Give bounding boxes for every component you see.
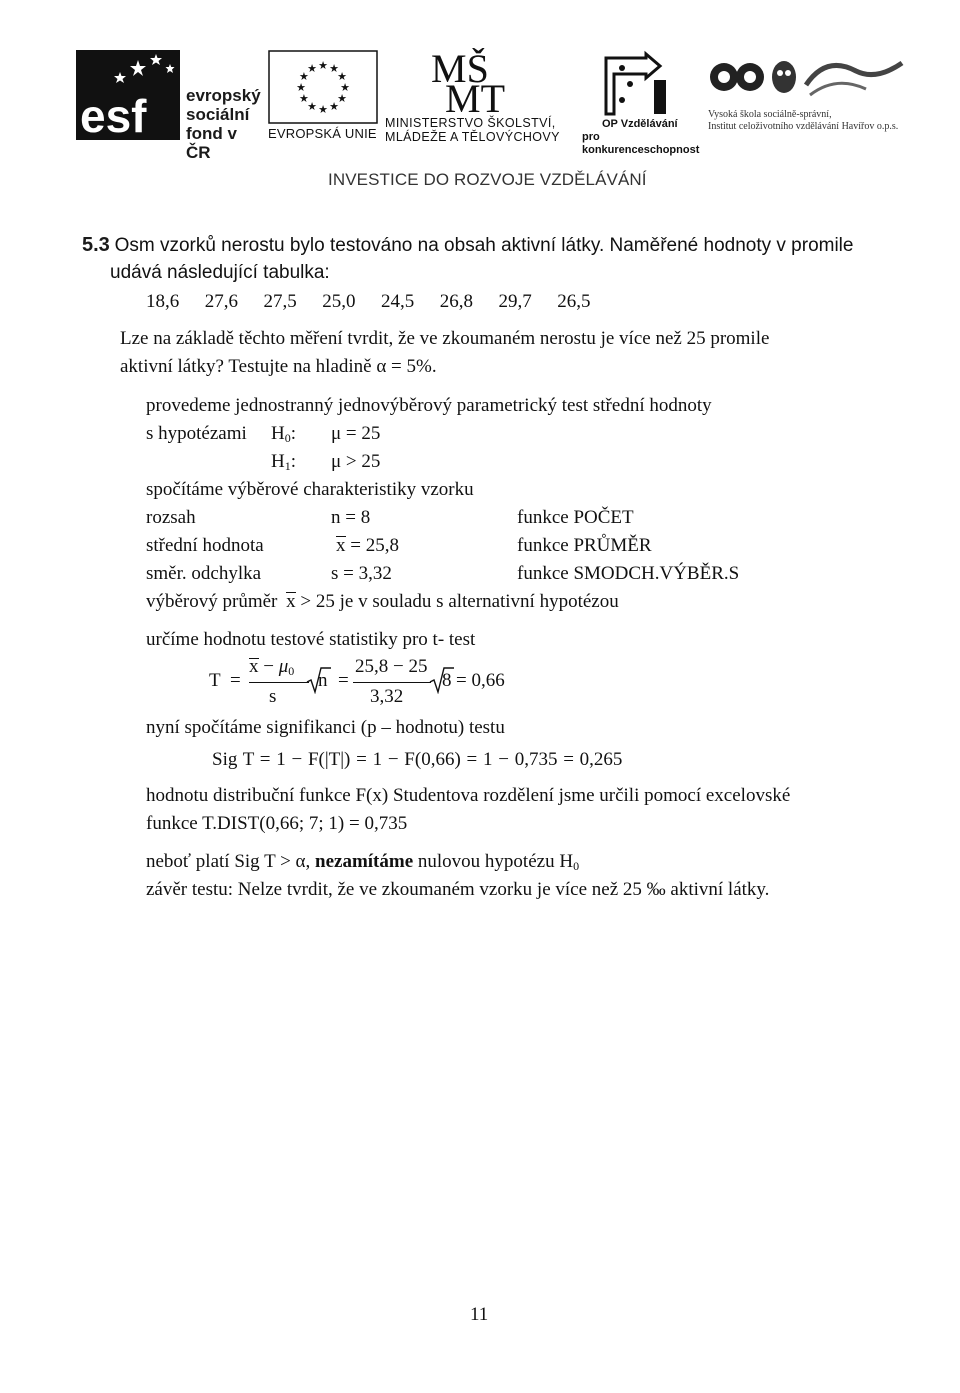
sig-intro: nyní spočítáme signifikanci (p – hodnotu) testu xyxy=(146,717,505,738)
msmt-line1: MINISTERSTVO ŠKOLSTVÍ, xyxy=(385,116,556,130)
value: 24,5 xyxy=(381,291,415,312)
reject-decision: nezamítáme xyxy=(315,851,414,872)
row-value: x = 25,8 xyxy=(336,535,399,556)
row-func: funkce PRŮMĚR xyxy=(517,535,652,556)
h0-label: $H_0$: xyxy=(271,423,297,445)
h1-expr: μ > 25 xyxy=(331,451,381,472)
dist-line2: funkce T.DIST(0,66; 7; 1) = 0,735 xyxy=(146,813,408,834)
row-name: střední hodnota xyxy=(146,535,264,556)
sqrt2-arg: 8 xyxy=(442,670,452,691)
eu-star-icon: ★ xyxy=(329,61,339,75)
problem-number: 5.3 xyxy=(82,234,110,256)
xbar-symbol: x xyxy=(336,535,346,556)
question-line2: aktivní látky? Testujte na hladině α = 5%. xyxy=(120,356,437,377)
eu-star-icon: ★ xyxy=(299,92,309,105)
eu-star-icon: ★ xyxy=(337,92,347,105)
question-line1: Lze na základě těchto měření tvrdit, že ve zkoumaném nerostu je více než 25 promile xyxy=(120,328,770,349)
t-result: = 0,66 xyxy=(456,670,505,691)
h0-expr: μ = 25 xyxy=(331,423,381,444)
problem-line2: udává následující tabulka: xyxy=(110,262,330,283)
sqrt1-arg: n xyxy=(318,670,328,691)
frac1-bar xyxy=(249,682,309,683)
esf-mark-icon xyxy=(76,50,180,140)
value: 29,7 xyxy=(498,291,532,312)
h1-label: $H_1$: xyxy=(271,451,297,473)
eu-star-icon: ★ xyxy=(296,81,306,94)
value: 27,5 xyxy=(263,291,297,312)
page-number: 11 xyxy=(470,1304,489,1325)
vsss-line2: Institut celoživotního vzdělávání Havířov o.p.s. xyxy=(708,121,899,132)
msmt-logo xyxy=(385,48,575,144)
t-eq: = xyxy=(230,670,241,691)
eu-star-icon: ★ xyxy=(340,81,350,94)
value: 25,0 xyxy=(322,291,356,312)
eu-star-icon: ★ xyxy=(337,70,347,83)
value: 26,8 xyxy=(439,291,473,312)
t-eq2: = xyxy=(338,670,349,691)
sig-formula: Sig T = 1 − F(|T|) = 1 − F(0,66) = 1 − 0,735 = 0,265 xyxy=(212,749,623,770)
t-lhs: T xyxy=(209,670,221,691)
frac2-denominator: 3,32 xyxy=(370,686,404,707)
vsss-logo xyxy=(706,55,936,145)
op-line1: OP Vzdělávání xyxy=(602,118,678,130)
mean-note: výběrový průměr x > 25 je v souladu s alternativní hypotézou xyxy=(146,591,619,612)
problem-text1: Osm vzorků nerostu bylo testováno na obsah aktivní látky. Naměřené hodnoty v promile xyxy=(114,235,854,256)
values-row xyxy=(146,290,597,314)
solution-intro: provedeme jednostranný jednovýběrový parametrický test střední hodnoty xyxy=(146,395,712,416)
row-name: rozsah xyxy=(146,507,196,528)
op-logo xyxy=(582,48,702,156)
svg-text:MŠ: MŠ xyxy=(431,48,489,91)
logo-bar xyxy=(0,0,960,200)
msmt-mark-icon xyxy=(427,48,527,114)
vsss-line1: Vysoká škola sociálně-správní, xyxy=(708,109,832,120)
row-func: funkce SMODCH.VÝBĚR.S xyxy=(517,563,740,584)
eu-star-icon: ★ xyxy=(307,61,317,75)
dist-line1: hodnotu distribuční funkce F(x) Studentova rozdělení jsme určili pomocí excelovské xyxy=(146,785,791,806)
t-formula xyxy=(205,654,535,714)
msmt-line2: MLÁDEŽE A TĚLOVÝCHOVY xyxy=(385,130,560,144)
conclusion-line: neboť platí Sig T > α, nezamítáme nulovou hypotézu $H_0$ xyxy=(146,851,580,873)
eu-star-icon: ★ xyxy=(307,100,317,114)
eu-flag-icon xyxy=(268,50,378,124)
eu-star-icon: ★ xyxy=(318,103,328,116)
frac1-numerator: $x - \mu_0$ xyxy=(249,656,295,678)
svg-text:esf: esf xyxy=(80,90,147,140)
frac2-bar xyxy=(353,682,431,683)
esf-line1: evropský xyxy=(186,86,261,105)
esf-line2: sociální xyxy=(186,105,250,124)
svg-text:MT: MT xyxy=(445,76,505,114)
slogan: INVESTICE DO ROZVOJE VZDĚLÁVÁNÍ xyxy=(328,170,647,189)
esf-line3: fond v ČR xyxy=(186,124,237,162)
frac1-denominator: s xyxy=(269,686,277,707)
eu-logo xyxy=(268,50,380,142)
eu-label: EVROPSKÁ UNIE xyxy=(268,126,377,141)
eu-star-icon: ★ xyxy=(299,70,309,83)
row-value: s = 3,32 xyxy=(331,563,392,584)
value: 26,5 xyxy=(557,291,591,312)
op-line2: pro konkurenceschopnost xyxy=(582,131,700,156)
eu-star-icon: ★ xyxy=(329,100,339,114)
final-conclusion: závěr testu: Nelze tvrdit, že ve zkoumaném vzorku je více než 25 ‰ aktivní látky. xyxy=(146,879,770,900)
row-func: funkce POČET xyxy=(517,507,634,528)
esf-logo xyxy=(76,50,266,162)
frac2-numerator: 25,8 − 25 xyxy=(355,656,428,677)
stat-intro: určíme hodnotu testové statistiky pro t- test xyxy=(146,629,476,650)
eu-star-icon: ★ xyxy=(318,59,328,72)
row-name: směr. odchylka xyxy=(146,563,262,584)
op-years: 2007-13 xyxy=(685,95,700,114)
value: 18,6 xyxy=(146,291,180,312)
hyp-prefix: s hypotézami xyxy=(146,423,247,444)
row-value: n = 8 xyxy=(331,507,371,528)
xbar-symbol: x xyxy=(286,591,296,612)
char-intro: spočítáme výběrové charakteristiky vzorku xyxy=(146,479,474,500)
value: 27,6 xyxy=(204,291,238,312)
hypothesis-h0 xyxy=(146,422,247,446)
problem-line1 xyxy=(82,233,853,258)
vsss-mark-icon xyxy=(706,55,906,105)
op-mark-icon xyxy=(600,48,672,120)
